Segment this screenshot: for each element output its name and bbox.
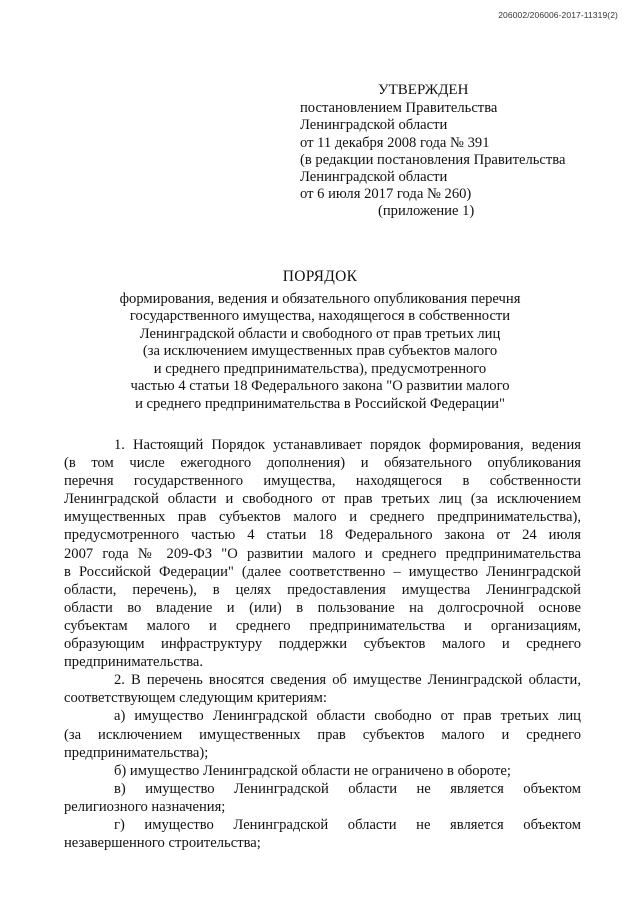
title-main: ПОРЯДОК <box>282 268 358 285</box>
approval-line: Ленинградской области <box>300 169 448 186</box>
body-line: области во владение и (или) в пользование на долгосрочной основе <box>64 599 581 616</box>
title-line: частью 4 статьи 18 Федерального закона "О развитии малого <box>130 378 510 394</box>
approval-line: постановлением Правительства <box>300 100 498 117</box>
body-line: перечня государственного имущества, находящегося в собственности <box>64 473 581 490</box>
approval-line: от 6 июля 2017 года № 260) <box>300 186 472 203</box>
document-code: 206002/206006-2017-11319(2) <box>498 10 618 20</box>
body-line: предпринимательства. <box>64 654 204 671</box>
body-line: (за исключением имущественных прав субъектов малого и среднего <box>64 726 581 743</box>
body-line: 2. В перечень вносятся сведения об имуществе Ленинградской области, <box>114 672 581 689</box>
body-line: г) имущество Ленинградской области не является объектом <box>114 816 581 833</box>
approval-line: Ленинградской области <box>300 117 448 134</box>
document-body <box>64 436 581 852</box>
body-line: 2007 года № 209-ФЗ "О развитии малого и среднего предпринимательства <box>64 545 581 562</box>
body-line: области, перечень), в целях предоставления имущества Ленинградской <box>64 581 581 598</box>
approval-block <box>300 82 600 221</box>
body-line: субъектам малого и среднего предпринимательства и организациям, <box>64 617 581 634</box>
body-line: 1. Настоящий Порядок устанавливает порядок формирования, ведения <box>114 437 581 453</box>
title-line: Ленинградской области и свободного от прав третьих лиц <box>139 325 501 342</box>
body-line: предпринимательства); <box>64 744 209 761</box>
body-line: в) имущество Ленинградской области не является объектом <box>114 780 581 797</box>
body-line: (в том числе ежегодного дополнения) и обязательного опубликования <box>64 455 581 472</box>
body-line: в Российской Федерации" (далее соответственно – имущество Ленинградской <box>64 563 581 580</box>
body-line: религиозного назначения; <box>64 798 226 815</box>
title-line: (за исключением имущественных прав субъектов малого <box>142 343 498 359</box>
title-line: формирования, ведения и обязательного опубликования перечня <box>119 290 521 307</box>
body-line: а) имущество Ленинградской области свободно от прав третьих лиц <box>114 708 581 725</box>
approval-line: (приложение 1) <box>378 203 475 220</box>
body-line: незавершенного строительства; <box>64 835 261 852</box>
approval-header: УТВЕРЖДЕН <box>378 82 469 98</box>
body-line: Ленинградской области и свободного от прав третьих лиц (за исключением <box>64 491 581 508</box>
document-title <box>60 268 580 413</box>
title-line: и среднего предпринимательства), предусмотренного <box>153 360 487 377</box>
title-line: и среднего предпринимательства в Российской Федерации" <box>135 395 505 412</box>
body-line: соответствующем следующим критериям: <box>64 690 327 707</box>
body-line: образующим инфраструктуру поддержки субъектов малого и среднего <box>64 636 581 653</box>
approval-line: от 11 декабря 2008 года № 391 <box>300 134 490 151</box>
title-line: государственного имущества, находящегося в собственности <box>129 308 511 324</box>
body-line: предусмотренного частью 4 статьи 18 Федерального закона от 24 июля <box>64 527 581 544</box>
approval-line: (в редакции постановления Правительства <box>300 151 566 168</box>
body-line: б) имущество Ленинградской области не ограничено в обороте; <box>114 762 511 779</box>
body-line: имущественных прав субъектов малого и среднего предпринимательства), <box>64 509 581 526</box>
